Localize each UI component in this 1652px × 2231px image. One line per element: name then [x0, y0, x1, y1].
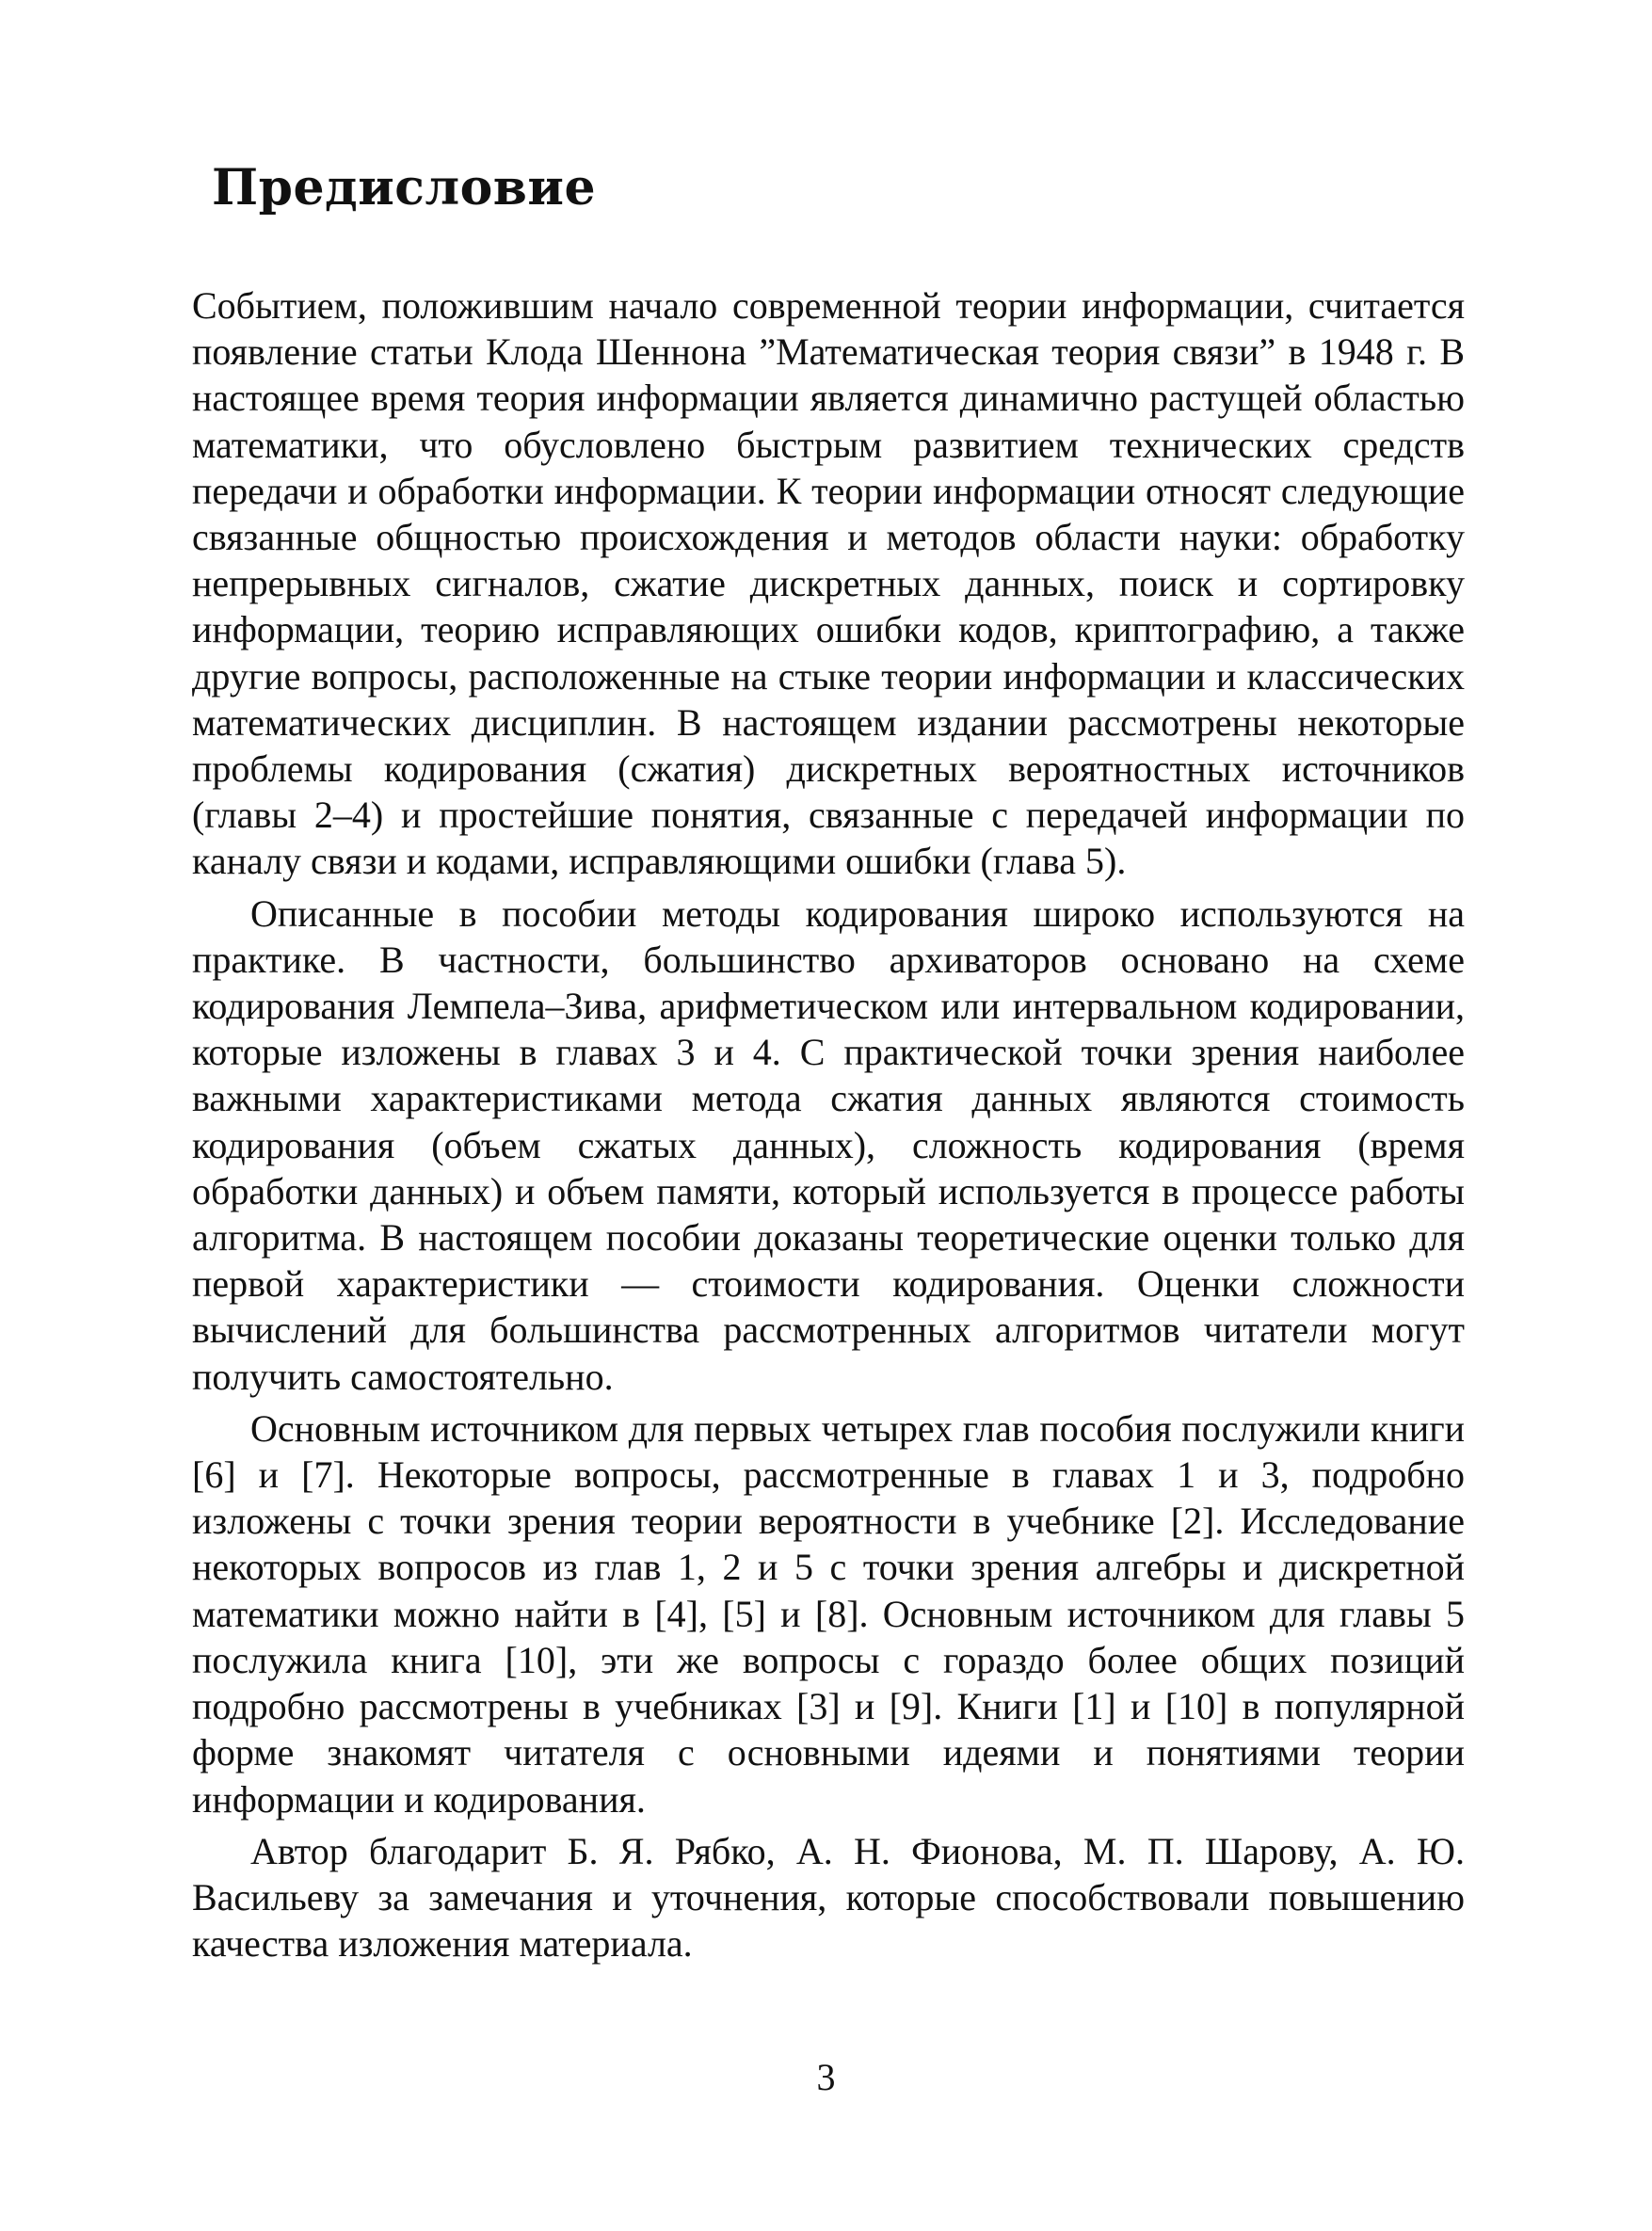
page-content: [192, 141, 1465, 1972]
paragraph-methods: Описанные в пособии методы кодирования широко используются на практике. В частности, большинство архиваторов основано на схеме кодирования Лемпела–Зива, арифметическом или интервальном кодировании, которые изложены в главах 3 и 4. С практической точки зрения наиболее важными характеристиками метода сжатия данных являются стоимость кодирования (объем сжатых данных), сложность кодирования (время обработки данных) и объем памяти, который используется в процессе работы алгоритма. В настоящем пособии доказаны теоретические оценки только для первой характеристики — стоимости кодирования. Оценки сложности вычислений для большинства рассмотренных алгоритмов читатели могут получить самостоятельно.: [192, 891, 1465, 1398]
page-title: Предисловие: [212, 159, 597, 217]
paragraph-intro: Событием, положившим начало современной теории информации, считается появление статьи Клода Шеннона ”Математическая теория связи” в 1948 г. В настоящее время теория информации является динамично растущей областью математики, что обусловлено быстрым развитием технических средств передачи и обработки информации. К теории информации относят следующие связанные общностью происхождения и методов области науки: обработку непрерывных сигналов, сжатие дискретных данных, поиск и сортировку информации, теорию исправляющих ошибки кодов, криптографию, а также другие вопросы, расположенные на стыке теории информации и классических математических дисциплин. В настоящем издании рассмотрены некоторые проблемы кодирования (сжатия) дискретных вероятностных источников (главы 2–4) и простейшие понятия, связанные с передачей информации по каналу связи и кодами, исправляющими ошибки (глава 5).: [192, 284, 1465, 883]
page-number: 3: [816, 2056, 836, 2098]
paragraph-sources: Основным источником для первых четырех глав пособия послужили книги [6] и [7]. Некоторые вопросы, рассмотренные в главах 1 и 3, подробно изложены с точки зрения теории вероятности в учебнике [2]. Исследование некоторых вопросов из глав 1, 2 и 5 с точки зрения алгебры и дискретной математики можно найти в [4], [5] и [8]. Основным источником для главы 5 послужила книга [10], эти же вопросы с гораздо более общих позиций подробно рассмотрены в учебниках [3] и [9]. Книги [1] и [10] в популярной форме знакомят читателя с основными идеями и понятиями теории информации и кодирования.: [192, 1406, 1465, 1821]
paragraph-acknowledgements: Автор благодарит Б. Я. Рябко, А. Н. Фионова, М. П. Шарову, А. Ю. Васильеву за замечания и уточнения, которые способствовали повышению качества изложения материала.: [192, 1829, 1465, 1966]
body-text: [192, 282, 1465, 1966]
